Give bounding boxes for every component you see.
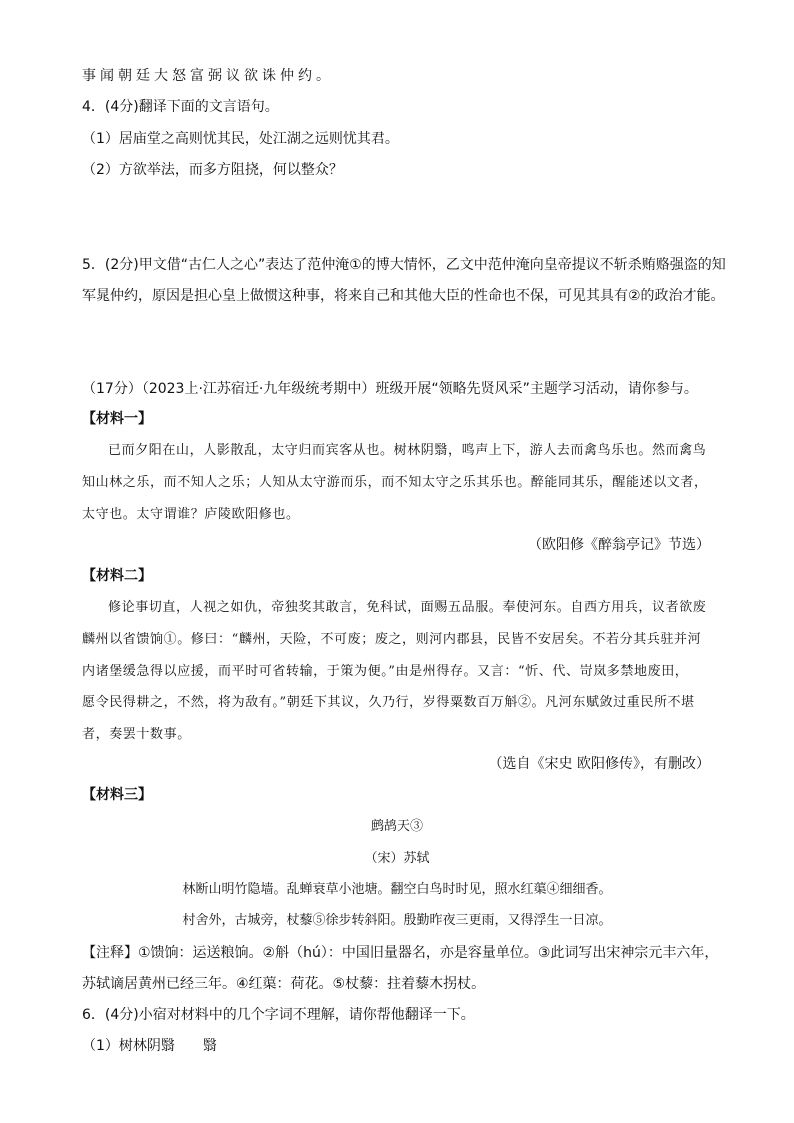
- material-1-line-2: 知山林之乐，而不知人之乐；人知从太守游而乐，而不知太守之乐其乐也。醉能同其乐，醒能述以文者，: [82, 475, 708, 490]
- material-2-line-4: 愿令民得耕之，不然，将为敌有。”朝廷下其议，久乃行，岁得粟数百万斛②。凡河东赋敛过重民所不堪: [82, 695, 695, 710]
- q3-text-tail: 事闻朝廷大怒富弼议欲诛仲约。: [82, 68, 334, 84]
- q4-item-2: （2）方欲举法，而多方阻挠，何以整众？: [82, 162, 343, 178]
- poem-author: （宋）苏轼: [364, 851, 430, 866]
- material-3-heading: 【材料三】: [82, 787, 152, 803]
- material-1-source: （欧阳修《醉翁亭记》节选）: [528, 537, 710, 553]
- q5-line-2: 军晁仲约，原因是担心皇上做惯这种事，将来自己和其他大臣的性命也不保，可见其具有②的政治才能。: [82, 288, 725, 304]
- notes-line-1: 【注释】①馈饷：运送粮饷。②斛（hú）：中国旧量器名，亦是容量单位。③此词写出宋神宗元丰六年，: [82, 945, 719, 961]
- q4-prompt: 4．(4分)翻译下面的文言语句。: [82, 99, 279, 115]
- material-2-heading: 【材料二】: [82, 568, 152, 584]
- q6-item-1: （1）树林阴翳 翳: [82, 1038, 217, 1054]
- section-intro: （17分）（2023上·江苏宿迁·九年级统考期中）班级开展“领略先贤风采”主题学习活动，请你参与。: [82, 381, 698, 397]
- material-1-line-1: 已而夕阳在山，人影散乱，太守归而宾客从也。树林阴翳，鸣声上下，游人去而禽鸟乐也。然而禽鸟: [108, 443, 707, 458]
- poem-title: 鹧鸪天③: [370, 819, 423, 834]
- material-2-line-3: 内诸堡缓急得以应援，而平时可省转输，于策为便。”由是州得存。又言：“忻、代、岢岚多禁地废田，: [82, 664, 689, 679]
- material-2-line-1: 修论事切直，人视之如仇，帝独奖其敢言，免科试，面赐五品服。奉使河东。自西方用兵，议者欲废: [108, 600, 707, 615]
- notes-line-2: 苏轼谪居黄州已经三年。④红蕖：荷花。⑤杖藜：拄着藜木拐杖。: [82, 976, 486, 992]
- q4-item-1: （1）居庙堂之高则忧其民，处江湖之远则忧其君。: [82, 131, 399, 147]
- poem-line-1: 林断山明竹隐墙。乱蝉衰草小池塘。翻空白鸟时时见，照水红蕖④细细香。: [182, 882, 612, 897]
- q5-line-1: 5．(2分)甲文借“古仁人之心”表达了范仲淹①的博大情怀，乙文中范仲淹向皇帝提议不斩杀贿赂强盗的知: [82, 257, 726, 273]
- material-2-source: （选自《宋史 欧阳修传》，有删改）: [488, 756, 710, 772]
- material-2-line-5: 者，奏罢十数事。: [82, 727, 191, 742]
- material-1-heading: 【材料一】: [82, 411, 152, 427]
- material-1-line-3: 太守也。太守谓谁？庐陵欧阳修也。: [82, 507, 300, 522]
- poem-line-2: 村舍外，古城旁，杖藜⑤徐步转斜阳。殷勤昨夜三更雨，又得浮生一日凉。: [182, 913, 612, 928]
- material-2-line-2: 麟州以省馈饷①。修曰：“麟州，天险，不可废；废之，则河内郡县，民皆不安居矣。不若分其兵驻并河: [82, 632, 702, 647]
- q6-prompt: 6．(4分)小宿对材料中的几个字词不理解，请你帮他翻译一下。: [82, 1007, 475, 1023]
